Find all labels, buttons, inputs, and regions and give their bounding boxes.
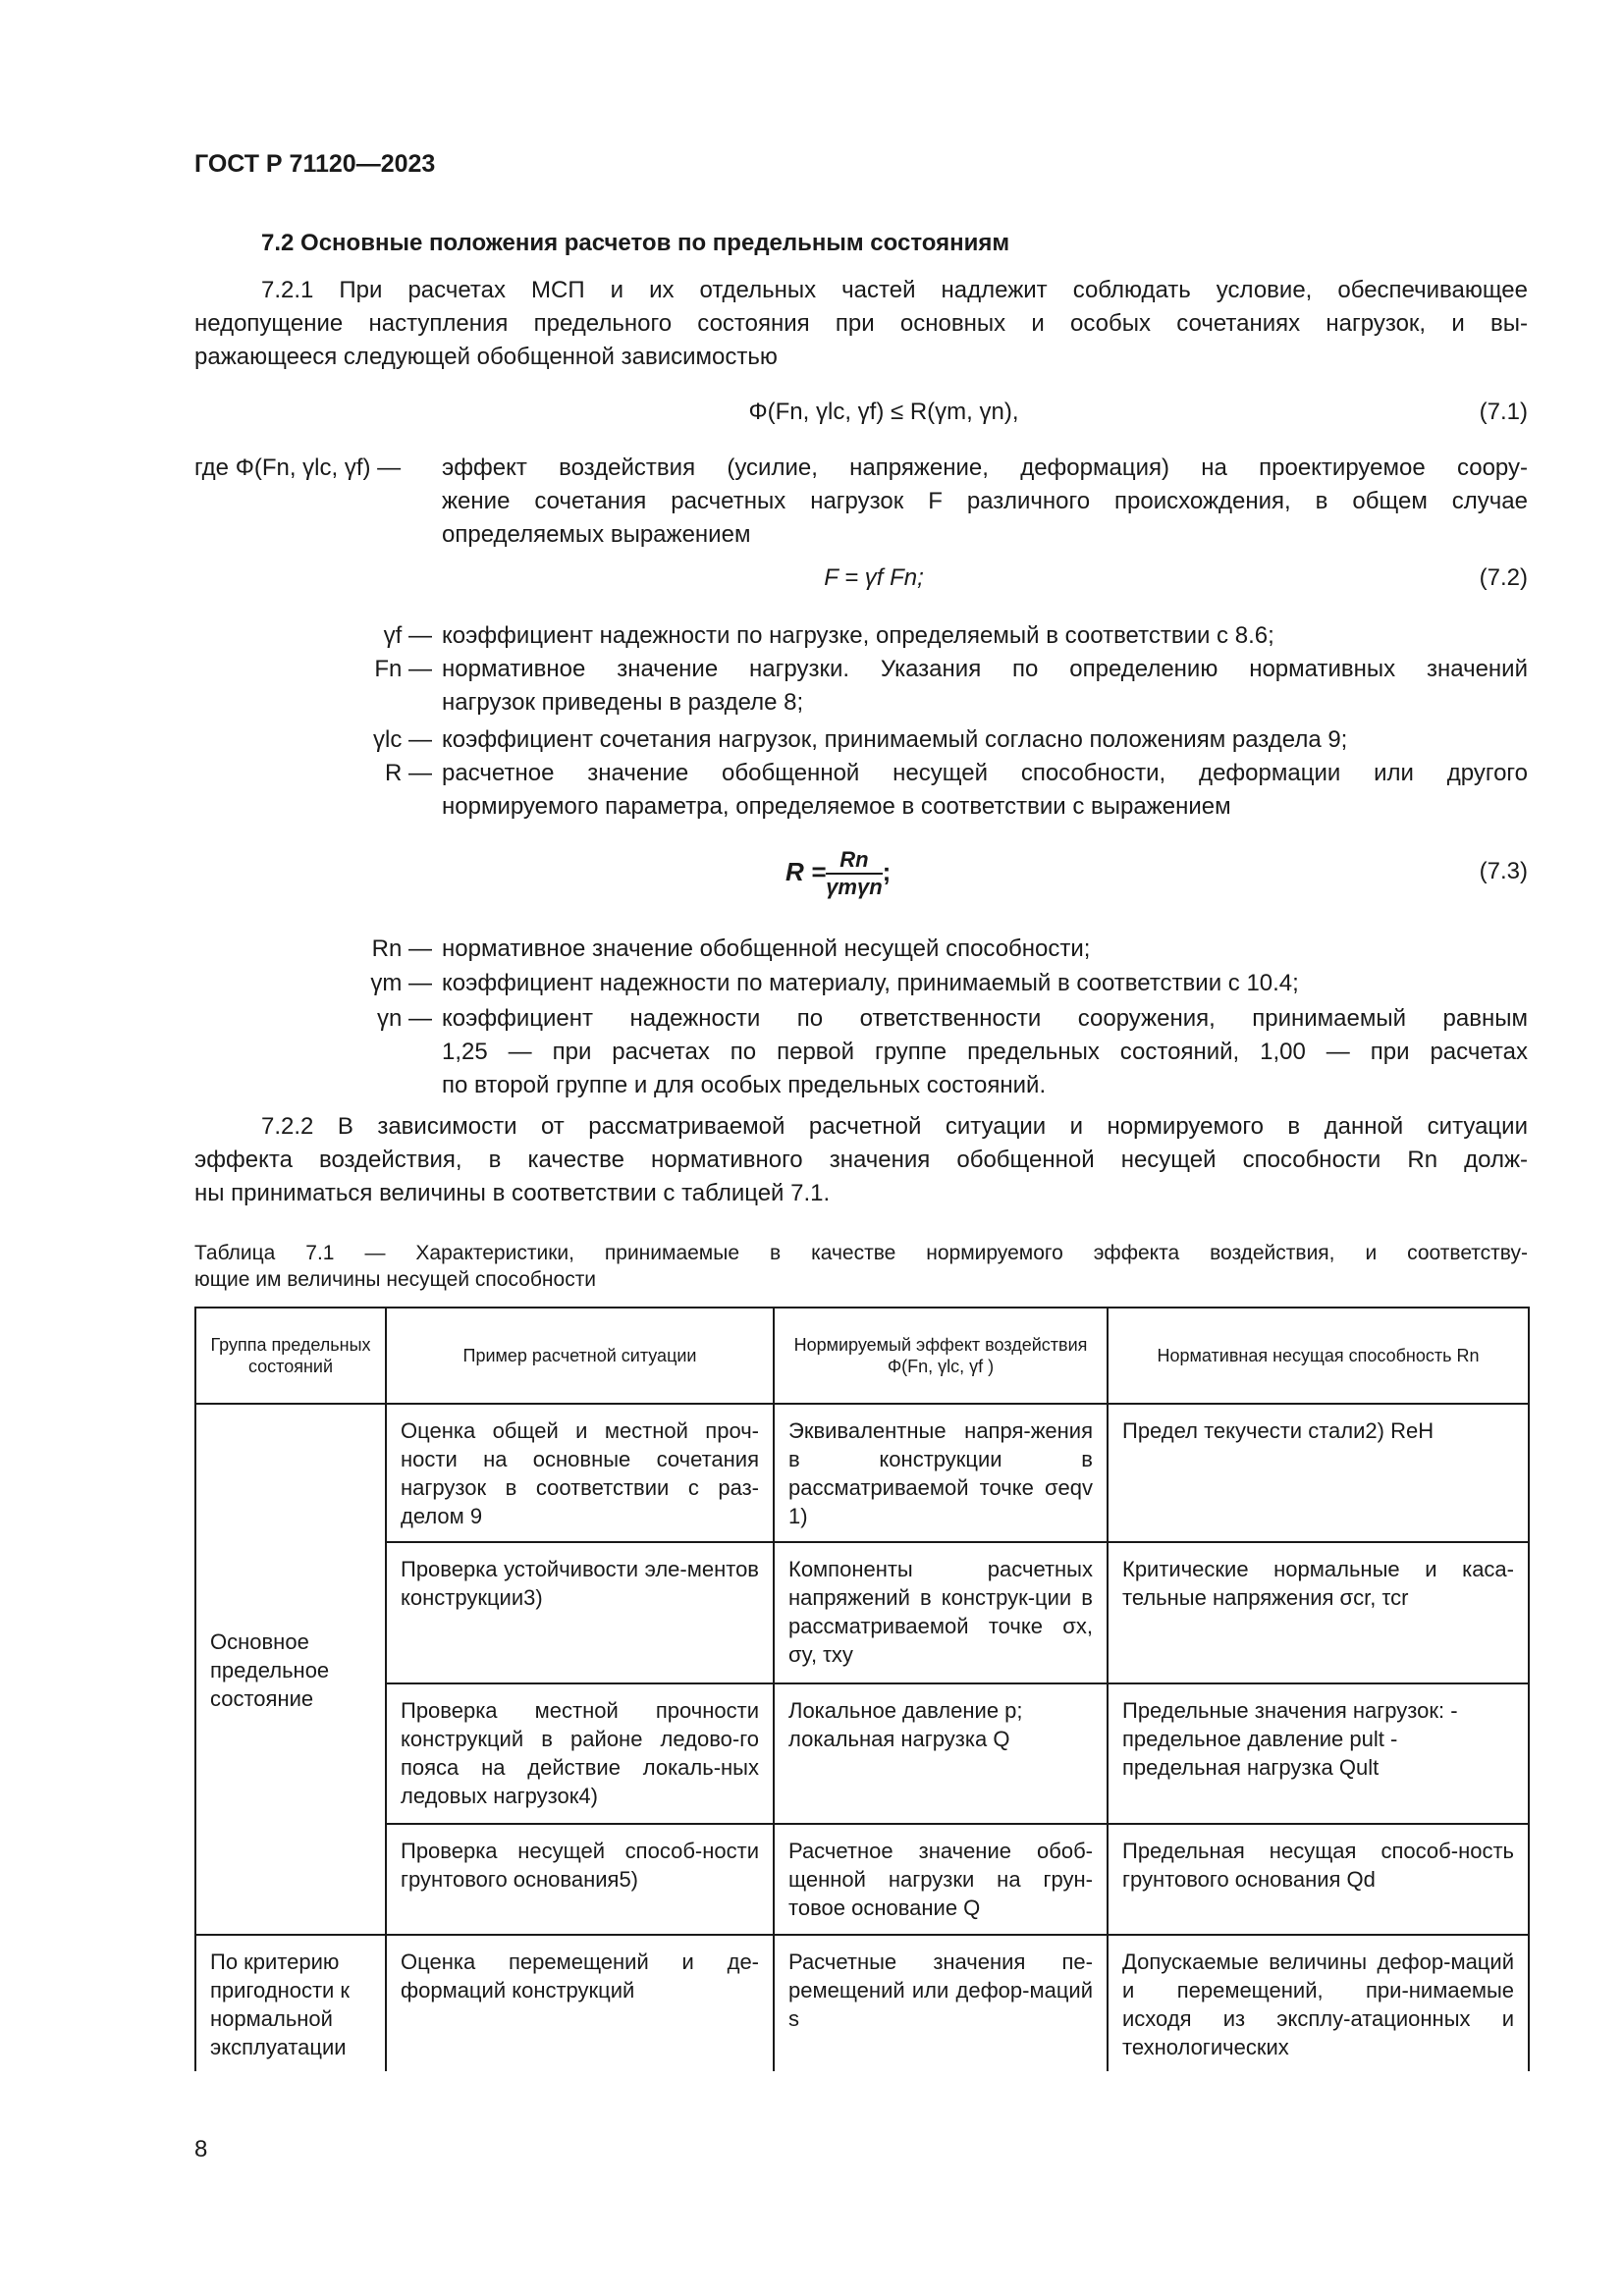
- table-header-cell: Нормативная несущая способность Rn: [1108, 1308, 1529, 1404]
- definition-term: γf —: [383, 622, 432, 649]
- where-definition-line: определяемых выражением: [442, 521, 751, 548]
- table-cell: Компоненты расчетных напряжений в конструк-ции в рассматриваемой точке σx, σy, τxy: [774, 1542, 1108, 1683]
- definition-text: нормативное значение обобщенной несущей способности;: [442, 935, 1091, 962]
- equation-number: (7.3): [1479, 858, 1528, 884]
- definition-text: коэффициент надежности по ответственности сооружения, принимаемый равным: [442, 1005, 1528, 1032]
- table-cell: Предельные значения нагрузок: - предельное давление pult - предельная нагрузка Qult: [1108, 1683, 1529, 1824]
- equation-lhs: R =: [785, 857, 827, 886]
- equation-7-1: Φ(Fn, γlc, γf) ≤ R(γm, γn),: [748, 399, 1019, 425]
- table-cell: Проверка местной прочности конструкций в районе ледово-го пояса на действие локаль-ных ледовых нагрузок4): [386, 1683, 774, 1824]
- table-cell: Проверка устойчивости эле-ментов конструкции3): [386, 1542, 774, 1683]
- table-row: [195, 1404, 1529, 1542]
- table-cell: Расчетное значение обоб-щенной нагрузки на грун-товое основание Q: [774, 1824, 1108, 1935]
- paragraph-7-2-2-line: эффекта воздействия, в качестве нормативного значения обобщенной несущей способности Rn долж-: [194, 1147, 1528, 1173]
- page-number: 8: [194, 2136, 208, 2163]
- definition-text: нормируемого параметра, определяемое в соответствии с выражением: [442, 793, 1231, 820]
- table-cell: Эквивалентные напря-жения в конструкции в рассматриваемой точке σeqv 1): [774, 1404, 1108, 1542]
- table-cell: Предельная несущая способ-ность грунтового основания Qd: [1108, 1824, 1529, 1935]
- fraction-denominator: γmγn: [826, 875, 883, 900]
- definition-term: γn —: [376, 1005, 432, 1032]
- table-header-row: [195, 1308, 1529, 1404]
- definition-text: нагрузок приведены в разделе 8;: [442, 689, 804, 716]
- table-row: [195, 1824, 1529, 1935]
- table-header-cell: Группа предельных состояний: [195, 1308, 386, 1404]
- table-cell: Оценка общей и местной проч-ности на основные сочетания нагрузок в соответствии с раз-делом 9: [386, 1404, 774, 1542]
- equation-tail: ;: [882, 857, 892, 886]
- definition-text: 1,25 — при расчетах по первой группе предельных состояний, 1,00 — при расчетах: [442, 1039, 1528, 1065]
- equation-number: (7.1): [1479, 399, 1528, 425]
- paragraph-7-2-1-line: ражающееся следующей обобщенной зависимостью: [194, 344, 778, 370]
- where-definition-line: жение сочетания расчетных нагрузок F различного происхождения, в общем случае: [442, 488, 1528, 514]
- definition-text: коэффициент надежности по нагрузке, определяемый в соответствии с 8.6;: [442, 622, 1274, 649]
- definition-term: γm —: [370, 970, 432, 996]
- equation-fraction: [826, 847, 882, 900]
- table-cell: Критические нормальные и каса-тельные напряжения σcr, τcr: [1108, 1542, 1529, 1683]
- paragraph-7-2-1-line: недопущение наступления предельного состояния при основных и особых сочетаниях нагрузок, и вы-: [194, 310, 1528, 337]
- limit-state-group-cell: По критерию пригодности к нормальной эксплуатации: [195, 1935, 386, 2071]
- where-term: где Φ(Fn, γlc, γf) —: [194, 454, 402, 481]
- table-row: [195, 1542, 1529, 1683]
- table-cell: Проверка несущей способ-ности грунтового основания5): [386, 1824, 774, 1935]
- definition-text: коэффициент надежности по материалу, принимаемый в соответствии с 10.4;: [442, 970, 1299, 996]
- table-cell: Расчетные значения пе-ремещений или дефор-маций s: [774, 1935, 1108, 2071]
- table-row: [195, 1935, 1529, 2071]
- fraction-numerator: Rn: [826, 847, 882, 875]
- section-title: 7.2 Основные положения расчетов по предельным состояниям: [261, 230, 1010, 256]
- definition-text: расчетное значение обобщенной несущей способности, деформации или другого: [442, 760, 1528, 786]
- table-cell: Допускаемые величины дефор-маций и перемещений, при-нимаемые исходя из эксплу-атационных и технологических: [1108, 1935, 1529, 2071]
- definition-term: R —: [385, 760, 432, 786]
- paragraph-7-2-2-line: 7.2.2 В зависимости от рассматриваемой расчетной ситуации и нормируемого в данной ситуации: [261, 1113, 1528, 1140]
- equation-7-3: [785, 842, 891, 901]
- limit-state-group-cell: Основное предельное состояние: [195, 1404, 386, 1935]
- where-definition-line: эффект воздействия (усилие, напряжение, деформация) на проектируемое соору-: [442, 454, 1528, 481]
- definition-term: Rn —: [371, 935, 432, 962]
- definition-term: γlc —: [373, 726, 432, 753]
- table-header-cell: Пример расчетной ситуации: [386, 1308, 774, 1404]
- table-cell: Предел текучести стали2) ReH: [1108, 1404, 1529, 1542]
- equation-7-2: F = γf Fn;: [824, 564, 924, 591]
- equation-number: (7.2): [1479, 564, 1528, 591]
- table-caption-line: ющие им величины несущей способности: [194, 1268, 597, 1291]
- characteristics-table: [194, 1307, 1530, 2071]
- table-caption-line: Таблица 7.1 — Характеристики, принимаемые в качестве нормируемого эффекта воздействия, и соответству-: [194, 1242, 1528, 1264]
- definition-text: нормативное значение нагрузки. Указания по определению нормативных значений: [442, 656, 1528, 682]
- table-cell: Локальное давление p; локальная нагрузка Q: [774, 1683, 1108, 1824]
- table-header-cell: Нормируемый эффект воздействия Φ(Fn, γlc, γf ): [774, 1308, 1108, 1404]
- table-cell: Оценка перемещений и де-формаций конструкций: [386, 1935, 774, 2071]
- paragraph-7-2-2-line: ны приниматься величины в соответствии с таблицей 7.1.: [194, 1180, 831, 1206]
- table-row: [195, 1683, 1529, 1824]
- document-header: ГОСТ Р 71120—2023: [194, 150, 436, 178]
- definition-term: Fn —: [374, 656, 432, 682]
- definition-text: по второй группе и для особых предельных состояний.: [442, 1072, 1047, 1098]
- paragraph-7-2-1-line: 7.2.1 При расчетах МСП и их отдельных частей надлежит соблюдать условие, обеспечивающее: [261, 277, 1528, 303]
- definition-text: коэффициент сочетания нагрузок, принимаемый согласно положениям раздела 9;: [442, 726, 1348, 753]
